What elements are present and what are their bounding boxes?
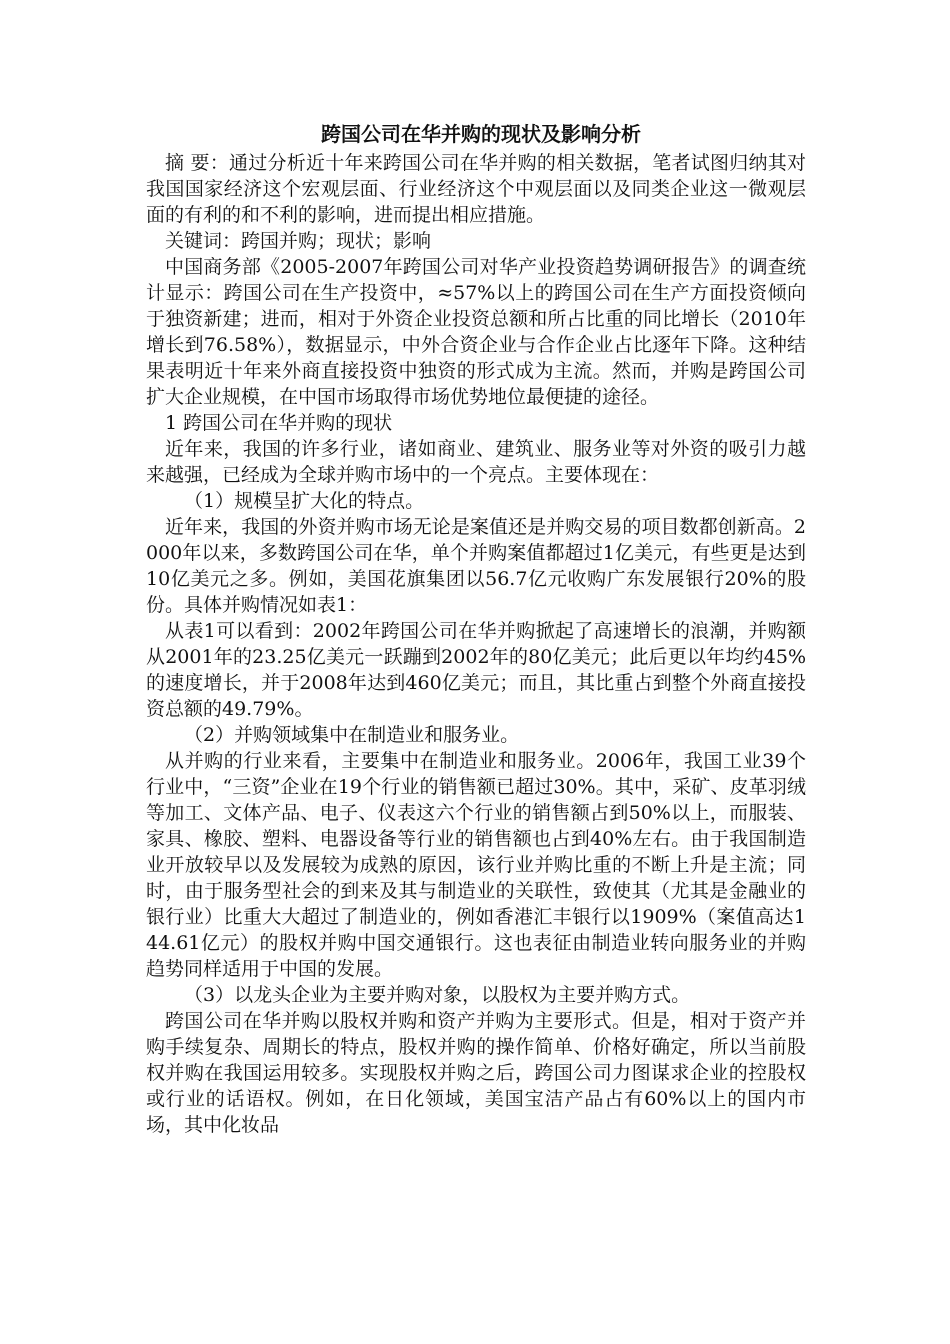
document-page [146, 120, 806, 1138]
document-body [146, 150, 806, 1138]
document-title: 跨国公司在华并购的现状及影响分析 [321, 122, 641, 146]
section-heading: 1 跨国公司在华并购的现状 [165, 412, 393, 434]
body-paragraph: 近年来，我国的许多行业，诸如商业、建筑业、服务业等对外资的吸引力越来越强，已经成为全球并购市场中的一个亮点。主要体现在： [146, 438, 806, 486]
body-paragraph: 中国商务部《2005-2007年跨国公司对华产业投资趋势调研报告》的调查统计显示：跨国公司在生产投资中，≈57%以上的跨国公司在生产方面投资倾向于独资新建；进而，相对于外资企业投资总额和所占比重的同比增长（2010年增长到76.58%），数据显示，中外合资企业与合作企业占比逐年下降。这种结果表明近十年来外商直接投资中独资的形式成为主流。然而，并购是跨国公司扩大企业规模，在中国市场取得市场优势地位最便捷的途径。 [146, 256, 806, 408]
body-paragraph: 从表1可以看到：2002年跨国公司在华并购掀起了高速增长的浪潮，并购额从2001年的23.25亿美元一跃蹦到2002年的80亿美元；此后更以年均约45%的速度增长，并于2008年达到460亿美元；而且，其比重占到整个外商直接投资总额的49.79%。 [146, 620, 806, 720]
subsection-heading: （1）规模呈扩大化的特点。 [184, 490, 425, 512]
body-paragraph: 跨国公司在华并购以股权并购和资产并购为主要形式。但是，相对于资产并购手续复杂、周期长的特点，股权并购的操作简单、价格好确定，所以当前股权并购在我国运用较多。实现股权并购之后，跨国公司力图谋求企业的控股权或行业的话语权。例如，在日化领域，美国宝洁产品占有60%以上的国内市场，其中化妆品 [146, 1010, 806, 1136]
body-paragraph: 近年来，我国的外资并购市场无论是案值还是并购交易的项目数都创新高。2000年以来，多数跨国公司在华，单个并购案值都超过1亿美元，有些更是达到10亿美元之多。例如，美国花旗集团以56.7亿元收购广东发展银行20%的股份。具体并购情况如表1： [146, 516, 806, 616]
subsection-heading: （2）并购领域集中在制造业和服务业。 [184, 724, 520, 746]
keywords-line: 关键词：跨国并购；现状；影响 [165, 230, 432, 252]
abstract-paragraph: 摘 要：通过分析近十年来跨国公司在华并购的相关数据，笔者试图归纳其对我国国家经济这个宏观层面、行业经济这个中观层面以及同类企业这一微观层面的有利的和不利的影响，进而提出相应措施。 [146, 152, 806, 226]
subsection-heading: （3）以龙头企业为主要并购对象，以股权为主要并购方式。 [184, 984, 691, 1006]
body-paragraph: 从并购的行业来看，主要集中在制造业和服务业。2006年，我国工业39个行业中，“三资”企业在19个行业的销售额已超过30%。其中，采矿、皮革羽绒等加工、文体产品、电子、仪表这六个行业的销售额占到50%以上，而服装、家具、橡胶、塑料、电器设备等行业的销售额也占到40%左右。由于我国制造业开放较早以及发展较为成熟的原因，该行业并购比重的不断上升是主流；同时，由于服务型社会的到来及其与制造业的关联性，致使其（尤其是金融业的银行业）比重大大超过了制造业的，例如香港汇丰银行以1909%（案值高达144.61亿元）的股权并购中国交通银行。这也表征由制造业转向服务业的并购趋势同样适用于中国的发展。 [146, 750, 806, 980]
